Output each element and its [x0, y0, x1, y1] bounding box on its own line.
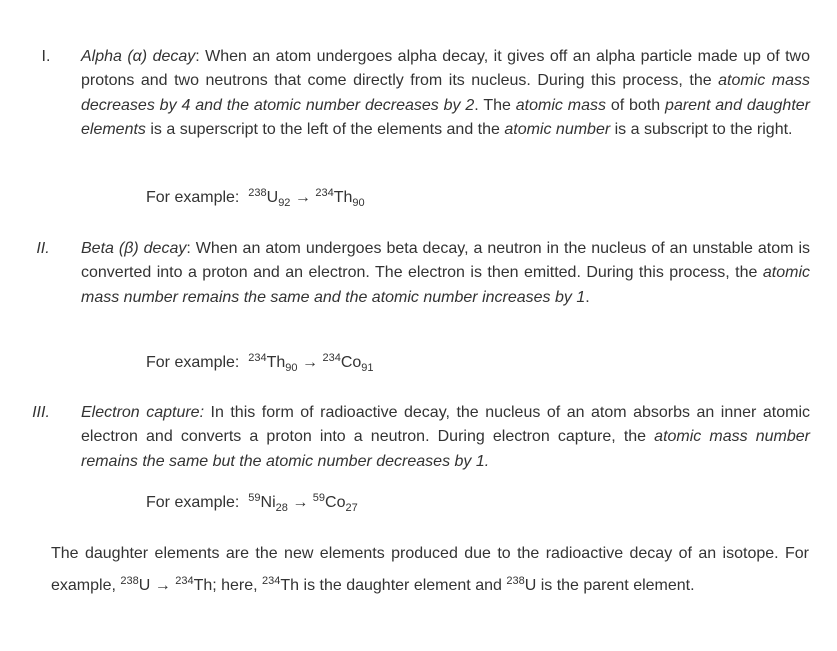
- arrow-icon: →: [154, 577, 171, 594]
- text: of both: [605, 96, 666, 114]
- emphasis: atomic mass decreases by 4 and the atomic number decreases by 2: [81, 72, 810, 114]
- text: : When an atom undergoes alpha decay, it gives off an alpha particle made up of two protons and two neutrons that come directly from its nucleus. During this process, the: [81, 48, 811, 90]
- element-symbol: Th: [280, 577, 300, 594]
- element-symbol: Th: [333, 189, 353, 206]
- arrow-icon: →: [292, 494, 309, 511]
- mass-number: 59: [248, 492, 261, 504]
- numeral-2: II.: [36, 240, 50, 257]
- atomic-number: 90: [285, 362, 298, 374]
- element-symbol: Ni: [260, 494, 276, 511]
- example-beta: [146, 351, 374, 375]
- text: . The: [474, 96, 516, 114]
- emphasis: atomic number: [504, 120, 611, 138]
- atomic-number: 91: [361, 362, 374, 374]
- emphasis: parent and daughter elements: [81, 96, 810, 138]
- emphasis: atomic mass number remains the same but the atomic number decreases by 1.: [81, 428, 810, 470]
- example-alpha: [146, 186, 365, 210]
- element-symbol: U: [266, 189, 279, 206]
- arrow-icon: →: [294, 189, 311, 206]
- element-symbol: Th: [266, 354, 286, 371]
- mass-number: 238: [506, 575, 525, 587]
- example-electron-capture: [146, 491, 358, 515]
- text: is the parent element.: [536, 577, 695, 594]
- mass-number: 234: [248, 352, 267, 364]
- emphasis: atomic mass number remains the same and the atomic number increases by 1: [81, 264, 810, 306]
- element-symbol: U: [524, 577, 537, 594]
- paragraph-electron-capture: [81, 401, 810, 474]
- numeral-3: III.: [32, 404, 50, 421]
- numeral-1: I.: [41, 48, 51, 65]
- term-electron-capture: Electron capture:: [81, 404, 205, 421]
- mass-number: 238: [248, 187, 267, 199]
- mass-number: 238: [120, 575, 139, 587]
- text: : When an atom undergoes beta decay, a neutron in the nucleus of an unstable atom is converted into a proton and an electron. The electron is then emitted. During this process, the: [81, 240, 811, 282]
- mass-number: 234: [315, 187, 334, 199]
- example-label: For example:: [146, 189, 240, 206]
- atomic-number: 27: [345, 502, 358, 514]
- mass-number: 234: [262, 575, 281, 587]
- element-symbol: U: [138, 577, 151, 594]
- mass-number: 234: [322, 352, 341, 364]
- example-label: For example:: [146, 354, 240, 371]
- mass-number: 59: [312, 492, 326, 504]
- element-symbol: Th: [193, 577, 213, 594]
- text: is a superscript to the left of the elements and the: [145, 120, 505, 138]
- closing-paragraph: [51, 538, 809, 602]
- text: is the daughter element and: [299, 577, 507, 594]
- example-label: For example:: [146, 494, 240, 511]
- atomic-number: 28: [275, 502, 288, 514]
- atomic-number: 92: [278, 197, 291, 209]
- term-alpha-decay: Alpha (α) decay: [81, 48, 196, 65]
- arrow-icon: →: [302, 354, 318, 371]
- paragraph-alpha-decay: [81, 45, 810, 142]
- mass-number: 234: [175, 575, 194, 587]
- paragraph-beta-decay: [81, 237, 810, 310]
- text: .: [585, 288, 590, 306]
- text: In this form of radioactive decay, the nucleus of an atom absorbs an inner atomic electron and converts a proton into a neutron. During electron capture, the: [81, 404, 810, 446]
- term-beta-decay: Beta (β) decay: [81, 240, 187, 257]
- element-symbol: Co: [340, 354, 362, 371]
- atomic-number: 90: [352, 197, 365, 209]
- text: ; here,: [212, 577, 263, 594]
- text: The daughter elements are the new elements produced due to the radioactive decay of an isotope. For example,: [51, 545, 809, 594]
- emphasis: atomic mass: [515, 96, 606, 114]
- text: is a subscript to the right.: [610, 120, 793, 138]
- element-symbol: Co: [325, 494, 346, 511]
